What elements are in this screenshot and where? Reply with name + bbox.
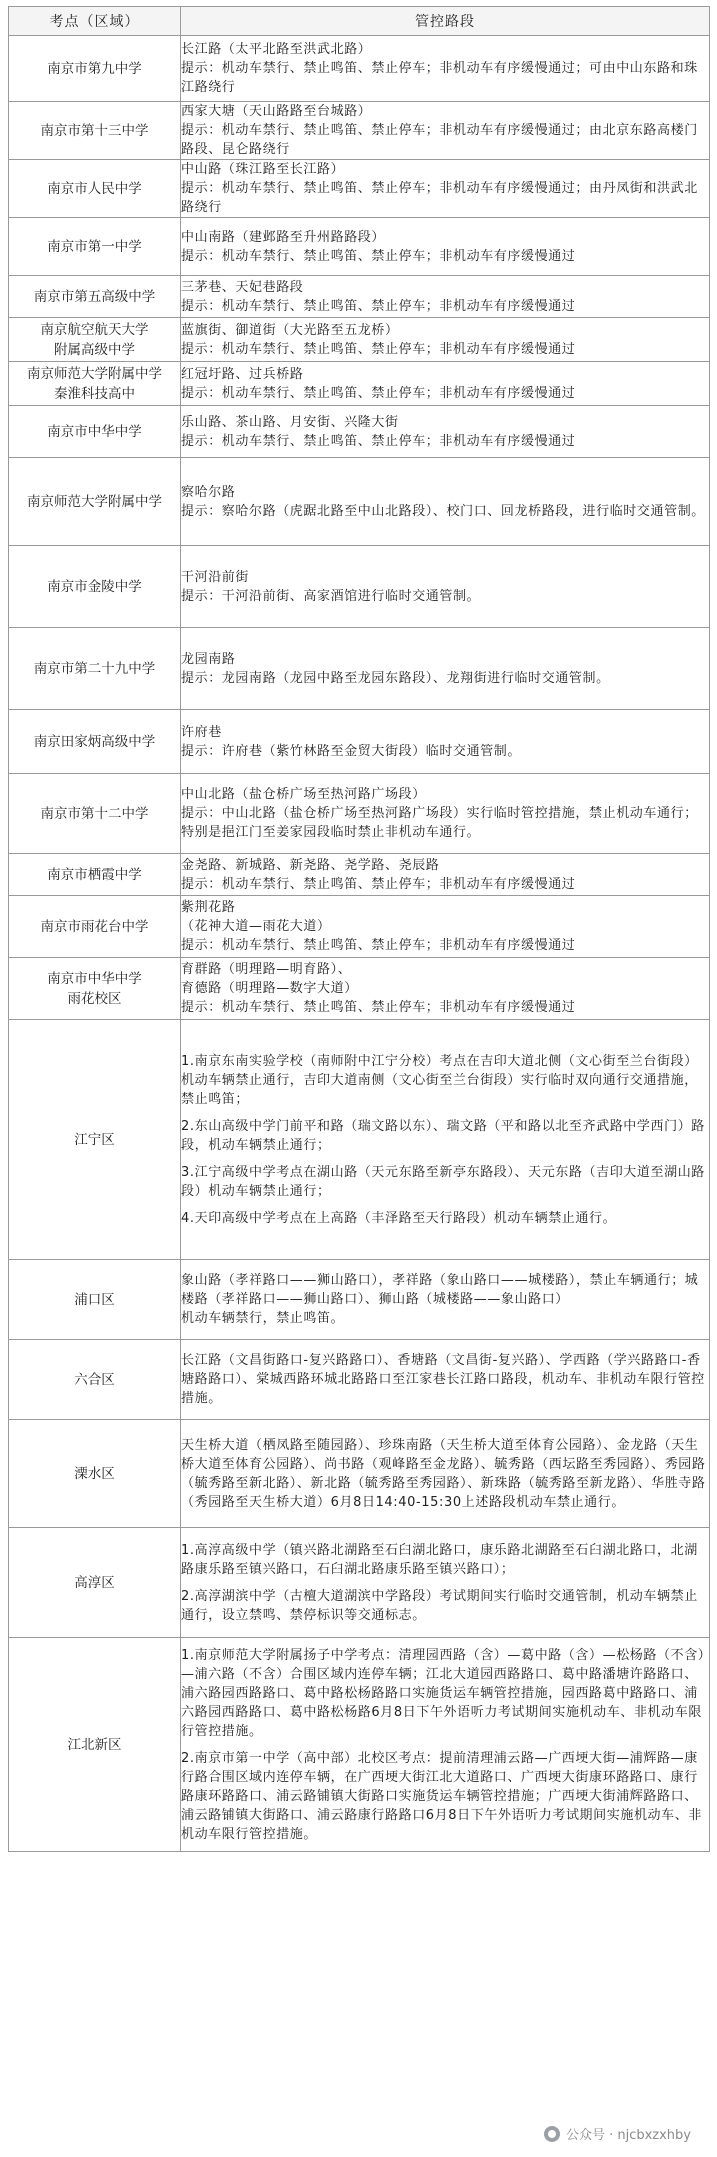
control-paragraph: 1.南京东南实验学校（南师附中江宁分校）考点在吉印大道北侧（文心街至兰台街段）机动车辆禁止通行，吉印大道南侧（文心街至兰台街段）实行临时双向通行交通措施，禁止鸣笛； [181, 1053, 698, 1107]
exam-location-name: 南京师范大学附属中学 [27, 365, 162, 382]
road-section: 中山路（珠江路至长江路） [181, 162, 345, 177]
exam-location-name: 江北新区 [67, 1736, 122, 1753]
table-row [9, 318, 710, 362]
exam-location-name: 江宁区 [74, 1131, 115, 1148]
header-control-roads: 管控路段 [181, 7, 710, 36]
control-road-cell [181, 36, 710, 102]
control-tip: 提示：机动车禁行、禁止鸣笛、禁止停车；非机动车有序缓慢通过 [181, 248, 576, 264]
road-line: 紫荆花路 [181, 900, 236, 915]
control-paragraph: 1.南京师范大学附属扬子中学考点：清理园西路（含）—葛中路（含）—松杨路（不含）—浦六路（不含）合围区域内连停车辆；江北大道园西路路口、葛中路潘塘许路路口、浦六路园西路路口、葛中路松杨路路口实施货运车辆管控措施，园西路葛中路路口、浦六路园西路路口、葛中路松杨路6月8日下午外语听力考试期间实施机动车、非机动车限行管控措施。 [181, 1647, 705, 1739]
control-road-cell [181, 406, 710, 458]
exam-location-cell [9, 1528, 181, 1638]
exam-location-cell [9, 318, 181, 362]
watermark-text: 公众号 · njcbxzxhby [565, 2128, 691, 2143]
control-tip: 提示：机动车禁行、禁止鸣笛、禁止停车；非机动车有序缓慢通过 [181, 341, 576, 357]
exam-location-cell [9, 1260, 181, 1340]
table-row [9, 854, 710, 896]
control-paragraph: 2.高淳湖滨中学（古檀大道湖滨中学路段）考试期间实行临时交通管制，机动车辆禁止通行，设立禁鸣、禁停标识等交通标志。 [181, 1588, 698, 1623]
table-row [9, 36, 710, 102]
exam-location-name: 南京田家炳高级中学 [33, 733, 156, 750]
control-paragraph: 1.高淳高级中学（镇兴路北湖路至石臼湖北路口，康乐路北湖路至石臼湖北路口，北湖路康乐路至镇兴路口，石臼湖北路康乐路至镇兴路口）； [181, 1542, 698, 1577]
exam-location-name: 南京市第一中学 [47, 238, 142, 255]
exam-location-cell [9, 102, 181, 160]
table-row [9, 1638, 710, 1852]
header-location: 考点（区域） [9, 7, 181, 36]
road-line: 育群路（明理路—明育路）、 [181, 962, 352, 977]
exam-location-cell [9, 362, 181, 406]
road-section: 乐山路、茶山路、月安街、兴隆大街 [181, 414, 399, 430]
exam-location-name: 南京市第二十九中学 [33, 660, 156, 677]
exam-location-name: 南京航空航天大学 [40, 321, 149, 338]
exam-location-cell [9, 160, 181, 218]
exam-location-cell [9, 1340, 181, 1420]
exam-location-cell [9, 710, 181, 774]
control-road-cell [181, 546, 710, 628]
road-section: 三茅巷、天妃巷路段 [181, 279, 304, 295]
road-section: 蓝旗街、御道街（大光路至五龙桥） [181, 322, 399, 338]
road-section: 金尧路、新城路、新尧路、尧学路、尧辰路 [181, 857, 440, 873]
road-section: 中山南路（建邺路至升州路路段） [181, 229, 386, 245]
exam-location-name: 南京市第十二中学 [40, 805, 149, 822]
traffic-control-table [8, 6, 710, 1852]
exam-location-cell [9, 546, 181, 628]
control-road-cell [181, 628, 710, 710]
control-road-cell [181, 1260, 710, 1340]
control-paragraph: 2.南京市第一中学（高中部）北校区考点：提前清理浦云路—广西埂大街—浦辉路—康行路合围区域内连停车辆，在广西埂大街江北大道路口、广西埂大街康环路路口、康行路康环路路口、浦云路铺镇大街路口实施货运车辆管控措施；广西埂大街浦辉路路口、浦云路铺镇大街路口、浦云路康行路路口6月8日下午外语听力考试期间实施机动车、非机动车限行管控措施。 [181, 1750, 702, 1842]
table-row [9, 774, 710, 854]
control-road-cell [181, 160, 710, 218]
control-tip: 提示：中山北路（盐仓桥广场至热河路广场段）实行临时管控措施，禁止机动车通行；特别是挹江门至姜家园段临时禁止非机动车通行。 [181, 806, 698, 840]
control-tip: 提示：机动车禁行、禁止鸣笛、禁止停车；非机动车有序缓慢通过 [181, 298, 576, 314]
exam-location-name: 六合区 [74, 1371, 115, 1388]
exam-location-name: 高淳区 [74, 1574, 115, 1591]
table-row [9, 406, 710, 458]
exam-location-cell [9, 218, 181, 276]
exam-location-name: 雨花校区 [67, 990, 122, 1007]
control-road-cell [181, 854, 710, 896]
exam-location-cell [9, 458, 181, 546]
road-section: 中山北路（盐仓桥广场至热河路广场段） [181, 787, 426, 802]
table-row [9, 276, 710, 318]
table-row [9, 1528, 710, 1638]
table-header-row [9, 7, 710, 36]
table-row [9, 218, 710, 276]
exam-location-cell [9, 1638, 181, 1852]
control-road-cell [181, 1528, 710, 1638]
control-tip: 提示：察哈尔路（虎踞北路至中山北路段）、校门口、回龙桥路段，进行临时交通管制。 [181, 503, 705, 519]
control-road-cell [181, 710, 710, 774]
road-section: 龙园南路 [181, 651, 236, 667]
control-road-cell [181, 276, 710, 318]
exam-location-cell [9, 628, 181, 710]
control-tip: 提示：许府巷（紫竹林路至金贸大街段）临时交通管制。 [181, 743, 522, 759]
control-tip: 提示：机动车禁行、禁止鸣笛、禁止停车；非机动车有序缓慢通过；可由中山东路和珠江路绕行 [181, 61, 698, 95]
control-road-cell [181, 1020, 710, 1260]
exam-location-cell [9, 774, 181, 854]
road-section: 长江路（文昌街路口-复兴路路口）、香塘路（文昌街-复兴路）、学西路（学兴路路口-香塘路路口）、棠城西路环城北路路口至江家巷长江路口路段，机动车、非机动车限行管控措施。 [181, 1353, 705, 1406]
table-row [9, 1420, 710, 1528]
exam-location-name: 南京师范大学附属中学 [27, 493, 162, 510]
table-row [9, 1020, 710, 1260]
control-road-cell [181, 958, 710, 1020]
road-section: 天生桥大道（栖凤路至随园路）、珍珠南路（天生桥大道至体育公园路）、金龙路（天生桥大道至体育公园路）、尚书路（观峰路至金龙路）、毓秀路（西坛路至秀园路）、秀园路（毓秀路至新北路）、新北路（毓秀路至秀园路）、新珠路（毓秀路至新龙路）、华胜寺路（秀园路至天生桥大道）6月8日14:40-15:30上述路段机动车禁止通行。 [181, 1437, 706, 1510]
control-road-cell [181, 1638, 710, 1852]
control-tip: 提示：机动车禁行、禁止鸣笛、禁止停车；非机动车有序缓慢通过 [181, 876, 576, 892]
road-section: 察哈尔路 [181, 484, 236, 500]
control-tip: 提示：机动车禁行、禁止鸣笛、禁止停车；非机动车有序缓慢通过 [181, 433, 576, 449]
control-road-cell [181, 1340, 710, 1420]
table-row [9, 102, 710, 160]
exam-location-name: 南京市第五高级中学 [33, 288, 156, 305]
control-road-cell [181, 1420, 710, 1528]
control-road-cell [181, 102, 710, 160]
road-line: 育德路（明理路—数字大道） [181, 981, 358, 996]
control-tip: 提示：机动车禁行、禁止鸣笛、禁止停车；非机动车有序缓慢通过；由丹凤街和洪武北路绕行 [181, 181, 698, 215]
road-line: 提示：机动车禁行、禁止鸣笛、禁止停车；非机动车有序缓慢通过 [181, 1000, 576, 1015]
watermark [544, 2124, 691, 2143]
control-road-cell [181, 318, 710, 362]
control-tip: 提示：机动车禁行、禁止鸣笛、禁止停车；非机动车有序缓慢通过；由北京东路高楼门路段、昆仑路绕行 [181, 123, 698, 157]
exam-location-cell [9, 1420, 181, 1528]
exam-location-cell [9, 406, 181, 458]
control-road-cell [181, 218, 710, 276]
control-paragraph: 2.东山高级中学门前平和路（瑞文路以东）、瑞文路（平和路以北至齐武路中学西门）路段，机动车辆禁止通行； [181, 1118, 705, 1153]
table-row [9, 896, 710, 958]
exam-location-cell [9, 1020, 181, 1260]
exam-location-cell [9, 896, 181, 958]
exam-location-name: 附属高级中学 [54, 341, 135, 358]
exam-location-cell [9, 276, 181, 318]
table-row [9, 1260, 710, 1340]
road-section: 象山路（孝祥路口——狮山路口），孝祥路（象山路口——城楼路），禁止车辆通行；城楼路（孝祥路口——狮山路口）、狮山路（城楼路——象山路口） [181, 1273, 699, 1307]
table-row [9, 546, 710, 628]
control-tip: 机动车辆禁行，禁止鸣笛。 [181, 1311, 345, 1326]
control-road-cell [181, 774, 710, 854]
exam-location-name: 南京市中华中学 [47, 970, 142, 987]
exam-location-name: 南京市人民中学 [47, 180, 142, 197]
table-row [9, 160, 710, 218]
table-row [9, 628, 710, 710]
table-row [9, 710, 710, 774]
road-section: 西家大塘（天山路路至台城路） [181, 104, 372, 119]
road-line: 提示：机动车禁行、禁止鸣笛、禁止停车；非机动车有序缓慢通过 [181, 938, 576, 953]
control-paragraph: 3.江宁高级中学考点在湖山路（天元东路至新亭东路段）、天元东路（吉印大道至湖山路段）机动车辆禁止通行； [181, 1164, 705, 1199]
road-section: 红冠圩路、过兵桥路 [181, 366, 304, 382]
road-section: 长江路（太平北路至洪武北路） [181, 42, 372, 57]
road-section: 许府巷 [181, 724, 222, 740]
exam-location-name: 南京市第九中学 [47, 60, 142, 77]
exam-location-name: 南京市中华中学 [47, 423, 142, 440]
exam-location-name: 南京市第十三中学 [40, 122, 149, 139]
table-row [9, 958, 710, 1020]
exam-location-name: 南京市雨花台中学 [40, 918, 149, 935]
table-row [9, 1340, 710, 1420]
control-road-cell [181, 896, 710, 958]
exam-location-cell [9, 36, 181, 102]
exam-location-cell [9, 958, 181, 1020]
exam-location-cell [9, 854, 181, 896]
table-row [9, 458, 710, 546]
exam-location-name: 南京市栖霞中学 [47, 866, 142, 883]
control-road-cell [181, 458, 710, 546]
control-tip: 提示：龙园南路（龙园中路至龙园东路段）、龙翔街进行临时交通管制。 [181, 670, 610, 686]
road-line: （花神大道—雨花大道） [181, 919, 331, 934]
wechat-icon [544, 2126, 560, 2142]
exam-location-name: 南京市金陵中学 [47, 578, 142, 595]
exam-location-name: 秦淮科技高中 [54, 385, 135, 402]
control-paragraph: 4.天印高级中学考点在上高路（丰泽路至天行路段）机动车辆禁止通行。 [181, 1210, 617, 1226]
table-row [9, 362, 710, 406]
road-section: 干河沿前街 [181, 569, 250, 585]
control-tip: 提示：机动车禁行、禁止鸣笛、禁止停车；非机动车有序缓慢通过 [181, 385, 576, 401]
control-road-cell [181, 362, 710, 406]
control-tip: 提示：干河沿前街、高家酒馆进行临时交通管制。 [181, 588, 481, 604]
exam-location-name: 浦口区 [74, 1291, 115, 1308]
exam-location-name: 溧水区 [74, 1465, 115, 1482]
